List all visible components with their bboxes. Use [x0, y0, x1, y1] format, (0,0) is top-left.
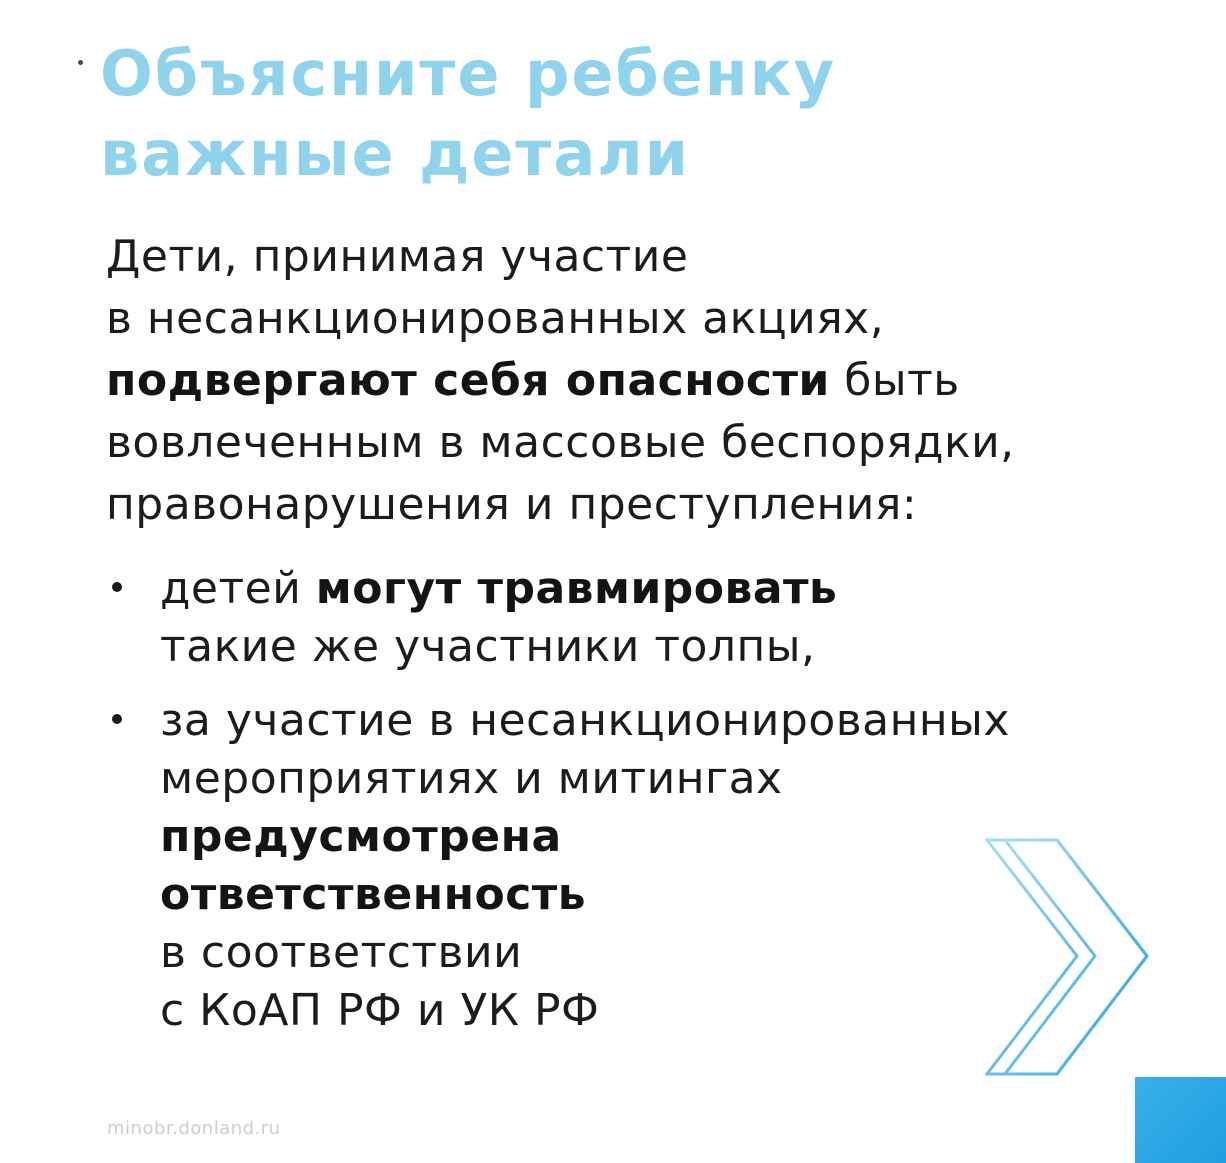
- intro-emphasis: подвергают себя опасности: [106, 355, 830, 406]
- bullet-1-prefix: детей: [160, 563, 316, 614]
- intro-line-3-rest: быть: [829, 355, 960, 406]
- source-caption: minobr.donland.ru: [107, 1118, 281, 1139]
- bullet-1-line-1: [160, 560, 1206, 618]
- double-chevron-right-icon: [985, 838, 1150, 1078]
- title-line-1: Объясните ребенку: [100, 37, 837, 110]
- page-title: [100, 34, 1100, 194]
- bullet-1-emphasis: могут травмировать: [315, 563, 838, 614]
- accent-square: [1135, 1077, 1226, 1163]
- bullet-2-emphasis-1: предусмотрена: [160, 811, 562, 862]
- bullet-2-line-5: в соответствии: [160, 927, 523, 978]
- bullet-icon: [112, 582, 122, 592]
- intro-paragraph: [106, 226, 1206, 536]
- decor-dot: [78, 60, 83, 65]
- intro-line-1: Дети, принимая участие: [106, 231, 689, 282]
- intro-line-3: [106, 350, 1206, 412]
- intro-line-5: правонарушения и преступления:: [106, 479, 918, 530]
- list-item: [106, 560, 1206, 676]
- bullet-2-line-2: мероприятиях и митингах: [160, 753, 783, 804]
- title-line-2: важные детали: [100, 117, 691, 190]
- bullet-2-line-6: с КоАП РФ и УК РФ: [160, 985, 600, 1036]
- intro-line-4: вовлеченным в массовые беспорядки,: [106, 417, 1015, 468]
- bullet-2-line-1: за участие в несанкционированных: [160, 695, 1010, 746]
- bullet-icon: [112, 714, 122, 724]
- intro-line-2: в несанкционированных акциях,: [106, 293, 885, 344]
- bullet-1-line-2: такие же участники толпы,: [160, 621, 816, 672]
- bullet-2-emphasis-2: ответственность: [160, 869, 587, 920]
